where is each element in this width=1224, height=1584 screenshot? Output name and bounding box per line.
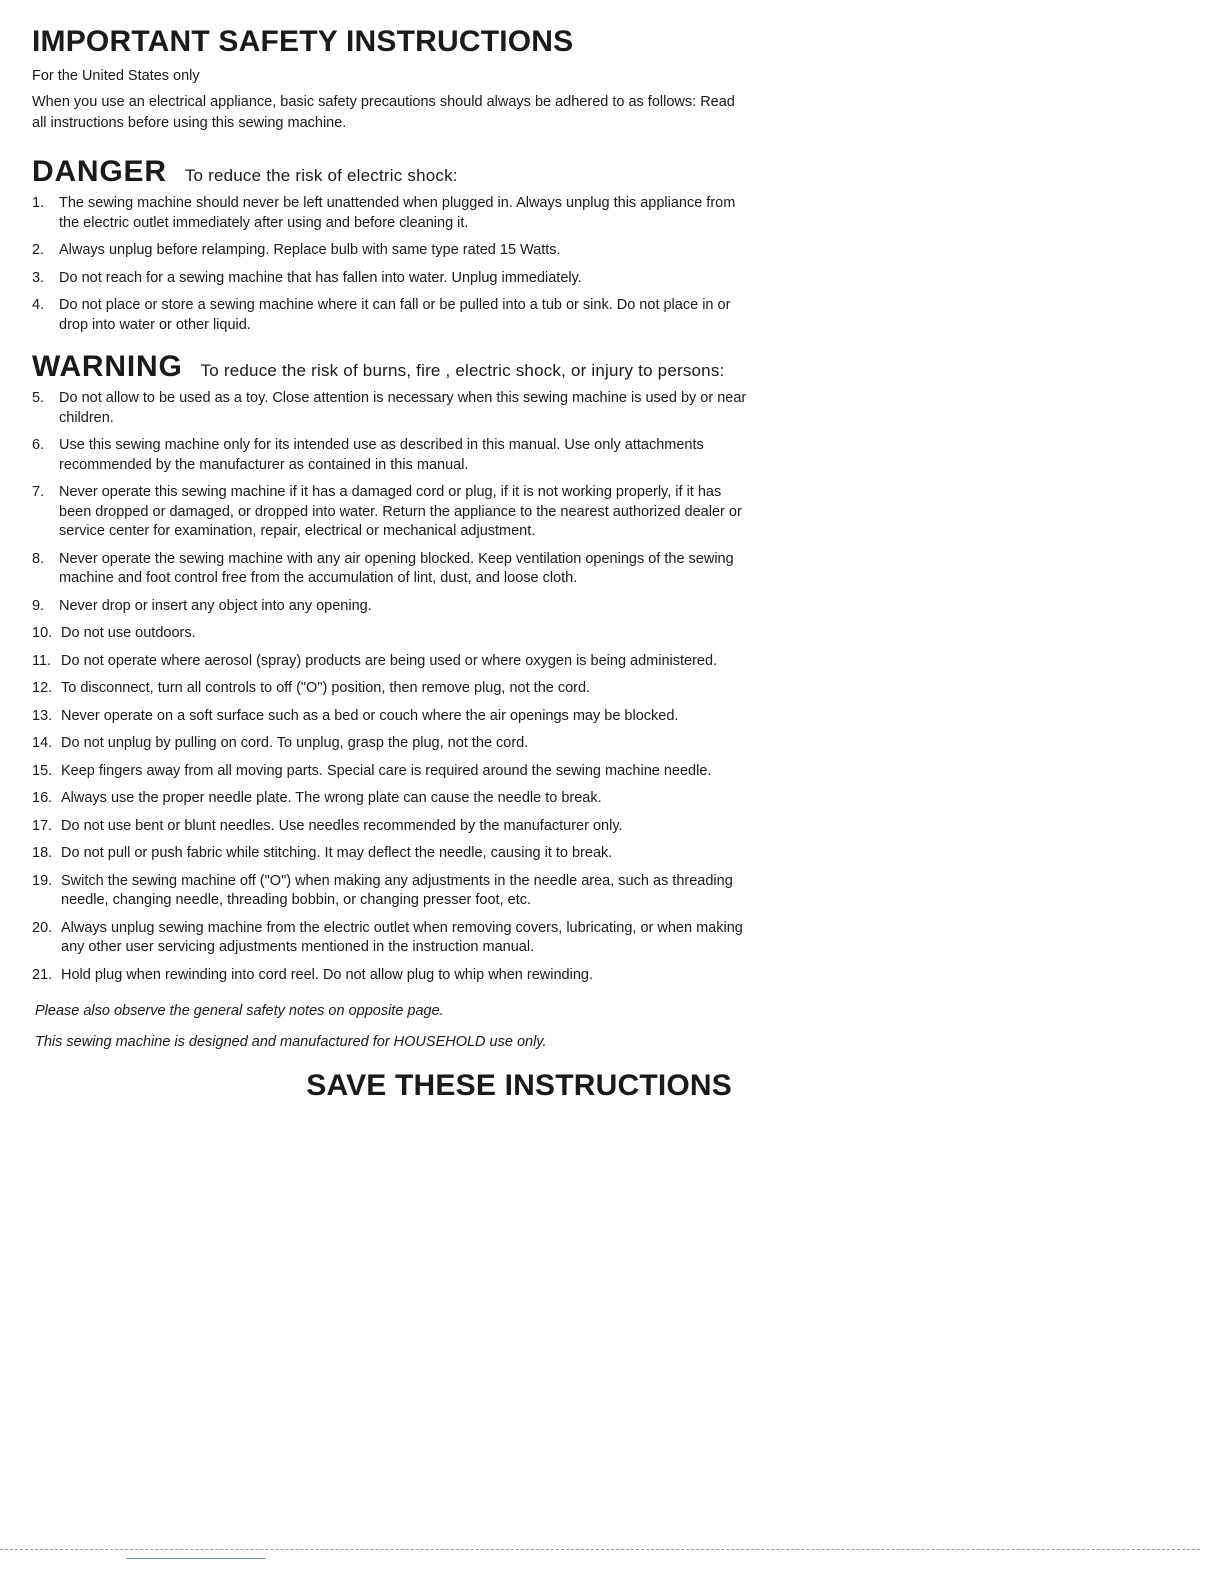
item-number: 13. bbox=[32, 707, 53, 724]
list-item bbox=[32, 241, 747, 261]
page-title: IMPORTANT SAFETY INSTRUCTIONS bbox=[32, 25, 574, 58]
list-item bbox=[32, 436, 747, 475]
item-text: Do not operate where aerosol (spray) products are being used or where oxygen is being administered. bbox=[61, 652, 718, 669]
list-item bbox=[32, 269, 747, 289]
item-number: 12. bbox=[32, 680, 53, 696]
warning-heading: WARNING bbox=[32, 350, 183, 383]
list-item bbox=[32, 966, 747, 986]
footer-accent-line bbox=[126, 1558, 266, 1559]
item-text: Keep fingers away from all moving parts. Special care is required around the sewing machine needle. bbox=[61, 762, 712, 779]
item-text: Do not pull or push fabric while stitching. It may deflect the needle, causing it to break. bbox=[61, 845, 613, 861]
list-item bbox=[32, 789, 747, 809]
save-instructions-heading: SAVE THESE INSTRUCTIONS bbox=[306, 1069, 732, 1102]
list-item bbox=[32, 296, 747, 335]
item-number: 7. bbox=[32, 484, 45, 500]
item-number: 11. bbox=[32, 652, 52, 669]
item-number: 20. bbox=[32, 919, 53, 936]
item-text: Switch the sewing machine off ("O") when making any adjustments in the needle area, such as threading needle, changing needle, threading bobbin, or changing presser foot, etc. bbox=[61, 872, 733, 908]
item-text: Always unplug before relamping. Replace bulb with same type rated 15 Watts. bbox=[59, 242, 561, 258]
item-text: Do not reach for a sewing machine that has fallen into water. Unplug immediately. bbox=[59, 269, 582, 286]
item-number: 21. bbox=[32, 966, 53, 983]
item-text: Hold plug when rewinding into cord reel. Do not allow plug to whip when rewinding. bbox=[61, 966, 593, 983]
item-text: Use this sewing machine only for its intended use as described in this manual. Use only attachments recommended by the manufacturer as contained in this manual. bbox=[59, 437, 704, 473]
list-item bbox=[32, 194, 747, 233]
item-text: Always unplug sewing machine from the electric outlet when removing covers, lubricating, or when making any other user servicing adjustments mentioned in the instruction manual. bbox=[61, 919, 743, 955]
item-text: Do not allow to be used as a toy. Close attention is necessary when this sewing machine is used by or near children. bbox=[59, 390, 747, 426]
item-number: 8. bbox=[32, 550, 45, 567]
item-text: Do not use outdoors. bbox=[61, 625, 196, 641]
item-number: 4. bbox=[32, 297, 45, 313]
item-number: 15. bbox=[32, 762, 53, 779]
item-number: 1. bbox=[32, 195, 45, 211]
safety-instructions-page bbox=[32, 22, 747, 1106]
list-item bbox=[32, 762, 747, 782]
footer-divider bbox=[0, 1549, 1200, 1550]
item-text: Never operate this sewing machine if it has a damaged cord or plug, if it is not working properly, if it has been dropped or damaged, or dropped into water. Return the appliance to the nearest authorized dealer or service center for examination, repair, electrical or mechanical adjustment. bbox=[59, 484, 742, 539]
list-item bbox=[32, 844, 747, 864]
list-item bbox=[32, 597, 747, 617]
list-item bbox=[32, 483, 747, 542]
danger-subheading: To reduce the risk of electric shock: bbox=[184, 166, 458, 185]
list-item bbox=[32, 817, 747, 837]
list-item bbox=[32, 872, 747, 911]
item-number: 2. bbox=[32, 242, 45, 258]
region-note: For the United States only bbox=[32, 68, 200, 84]
household-note: This sewing machine is designed and manufactured for HOUSEHOLD use only. bbox=[35, 1034, 547, 1050]
item-number: 17. bbox=[32, 817, 53, 834]
item-number: 9. bbox=[32, 597, 45, 614]
list-item bbox=[32, 389, 747, 428]
list-item bbox=[32, 734, 747, 754]
danger-list bbox=[32, 194, 747, 335]
list-item bbox=[32, 707, 747, 727]
item-text: The sewing machine should never be left unattended when plugged in. Always unplug this appliance from the electric outlet immediately after using and before cleaning it. bbox=[59, 195, 736, 231]
item-text: Do not unplug by pulling on cord. To unplug, grasp the plug, not the cord. bbox=[61, 735, 529, 751]
item-number: 6. bbox=[32, 437, 45, 453]
item-text: Never drop or insert any object into any opening. bbox=[59, 597, 372, 614]
list-item bbox=[32, 679, 747, 699]
item-number: 5. bbox=[32, 390, 45, 406]
item-number: 16. bbox=[32, 790, 53, 806]
item-number: 18. bbox=[32, 845, 53, 861]
warning-heading-row bbox=[32, 349, 747, 385]
warning-subheading: To reduce the risk of burns, fire , electric shock, or injury to persons: bbox=[200, 361, 725, 380]
item-text: Always use the proper needle plate. The wrong plate can cause the needle to break. bbox=[61, 790, 602, 806]
item-text: Never operate on a soft surface such as a bed or couch where the air openings may be blocked. bbox=[61, 707, 679, 724]
item-number: 3. bbox=[32, 269, 45, 286]
list-item bbox=[32, 550, 747, 589]
item-number: 19. bbox=[32, 872, 53, 889]
observe-note: Please also observe the general safety notes on opposite page. bbox=[35, 1003, 444, 1019]
item-number: 14. bbox=[32, 735, 53, 751]
item-text: Do not use bent or blunt needles. Use needles recommended by the manufacturer only. bbox=[61, 817, 623, 834]
intro-paragraph: When you use an electrical appliance, basic safety precautions should always be adhered to as follows: Read all instructions before using this sewing machine. bbox=[32, 94, 735, 131]
list-item bbox=[32, 624, 747, 644]
list-item bbox=[32, 919, 747, 958]
item-text: Never operate the sewing machine with any air opening blocked. Keep ventilation openings of the sewing machine and foot control free from the accumulation of lint, dust, and loose cloth. bbox=[59, 550, 734, 586]
danger-heading-row bbox=[32, 154, 747, 190]
danger-heading: DANGER bbox=[32, 155, 167, 188]
warning-list bbox=[32, 389, 747, 985]
list-item bbox=[32, 652, 747, 672]
item-number: 10. bbox=[32, 625, 53, 641]
item-text: To disconnect, turn all controls to off ("O") position, then remove plug, not the cord. bbox=[61, 680, 591, 696]
item-text: Do not place or store a sewing machine where it can fall or be pulled into a tub or sink. Do not place in or drop into water or other liquid. bbox=[59, 297, 731, 333]
